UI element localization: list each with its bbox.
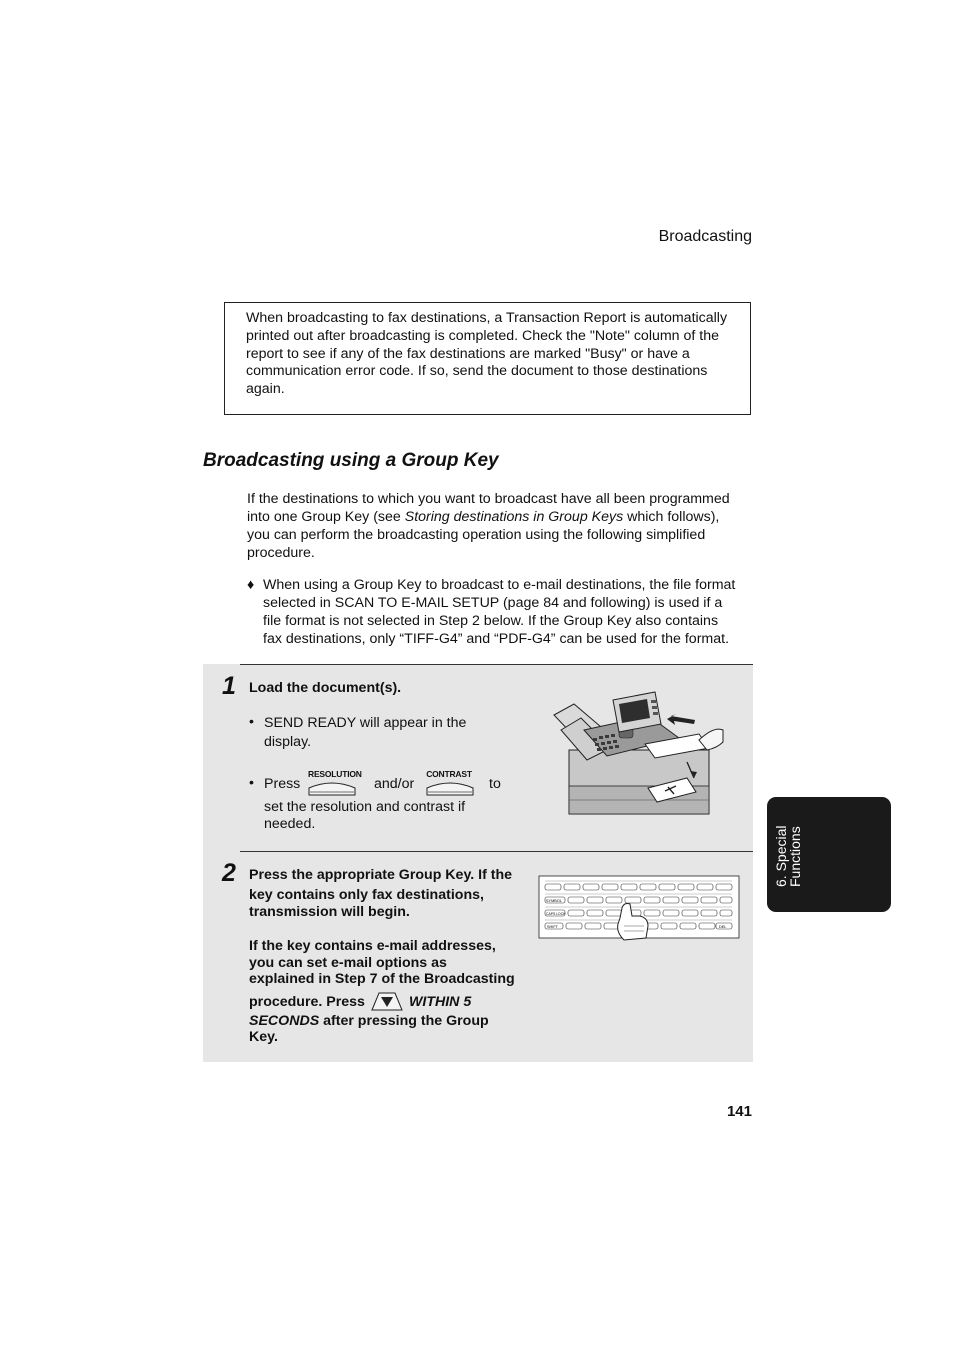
key-label: CONTRAST bbox=[426, 769, 472, 779]
keyboard-key-label: CAPS LOCK bbox=[546, 912, 566, 916]
step-text: Key. bbox=[249, 1029, 278, 1045]
step-heading: Load the document(s). bbox=[249, 680, 402, 696]
running-header: Broadcasting bbox=[658, 228, 752, 245]
bullet-line: selected in SCAN TO E-MAIL SETUP (page 84 and following) is used if a bbox=[263, 595, 723, 611]
note-line: communication error code. If so, send the document to those destinations bbox=[246, 363, 708, 380]
intro-line: you can perform the broadcasting operation using the following simplified bbox=[247, 527, 706, 543]
bullet-line: fax destinations, only “TIFF-G4” and “PDF-G4” can be used for the format. bbox=[263, 631, 730, 647]
intro-line: procedure. bbox=[247, 545, 315, 561]
step-text: If the key contains e-mail addresses, bbox=[249, 938, 496, 954]
step-number: 2 bbox=[222, 859, 236, 887]
step-divider bbox=[240, 851, 753, 852]
chapter-tab-label: Functions bbox=[787, 826, 803, 887]
intro-text: which follows), bbox=[623, 509, 720, 525]
intro-text: into one Group Key (see bbox=[247, 509, 405, 525]
keyboard-illustration bbox=[536, 874, 742, 942]
fax-machine-illustration bbox=[549, 690, 724, 816]
step-text: key contains only fax destinations, bbox=[249, 887, 484, 903]
diamond-bullet-icon: ♦ bbox=[247, 577, 255, 593]
step-text: SEND READY will appear in the bbox=[264, 715, 467, 731]
step-text: and/or bbox=[374, 776, 415, 792]
intro-line bbox=[247, 508, 747, 526]
step-text: WITHIN 5 bbox=[409, 994, 472, 1010]
key-label: RESOLUTION bbox=[308, 769, 362, 779]
section-title: Broadcasting using a Group Key bbox=[203, 450, 499, 471]
down-arrow-key-icon bbox=[371, 992, 403, 1011]
note-line: again. bbox=[246, 381, 285, 398]
step-text: after pressing the Group bbox=[319, 1013, 489, 1029]
step-text: Press the appropriate Group Key. If the bbox=[249, 867, 513, 883]
note-box bbox=[224, 302, 751, 415]
step-text: explained in Step 7 of the Broadcasting bbox=[249, 971, 515, 987]
note-line: When broadcasting to fax destinations, a Transaction Report is automatically bbox=[246, 310, 728, 326]
step-text: you can set e-mail options as bbox=[249, 955, 447, 971]
chapter-tab bbox=[767, 797, 891, 912]
bullet-line: file format is not selected in Step 2 below. If the Group Key also contains bbox=[263, 613, 719, 629]
intro-line: If the destinations to which you want to broadcast have all been programmed bbox=[247, 491, 730, 507]
step-text: set the resolution and contrast if bbox=[264, 799, 466, 815]
bullet-icon: • bbox=[249, 775, 254, 791]
resolution-key bbox=[308, 769, 362, 801]
step-text: needed. bbox=[264, 816, 316, 832]
keyboard-key-label: SYMBOL bbox=[546, 899, 562, 903]
page-number: 141 bbox=[726, 1103, 752, 1120]
contrast-key bbox=[426, 769, 472, 801]
step-divider bbox=[240, 664, 753, 665]
step-text: to bbox=[489, 776, 501, 792]
note-line: printed out after broadcasting is completed. Check the "Note" column of the bbox=[246, 327, 720, 344]
keyboard-key-label: SHIFT bbox=[547, 925, 558, 929]
step-text: SECONDS bbox=[249, 1013, 320, 1029]
contrast-key-icon bbox=[426, 779, 474, 796]
step-number: 1 bbox=[222, 672, 236, 700]
step-text: transmission will begin. bbox=[249, 904, 410, 920]
cross-reference: Storing destinations in Group Keys bbox=[404, 509, 624, 525]
step-text: procedure. Press bbox=[249, 994, 365, 1010]
keyboard-key-label: DEL bbox=[719, 925, 727, 929]
bullet-icon: • bbox=[249, 714, 254, 730]
steps-panel bbox=[203, 664, 753, 1062]
step-text: Press bbox=[264, 776, 301, 792]
step-text: display. bbox=[264, 734, 312, 750]
resolution-key-icon bbox=[308, 779, 356, 796]
intro-paragraph bbox=[247, 490, 747, 562]
note-line: report to see if any of the fax destinations are marked "Busy" or have a bbox=[246, 345, 690, 362]
chapter-tab-label: 6. Special bbox=[773, 825, 789, 887]
bullet-line: When using a Group Key to broadcast to e-mail destinations, the file format bbox=[263, 577, 736, 593]
step-text bbox=[249, 1013, 489, 1031]
